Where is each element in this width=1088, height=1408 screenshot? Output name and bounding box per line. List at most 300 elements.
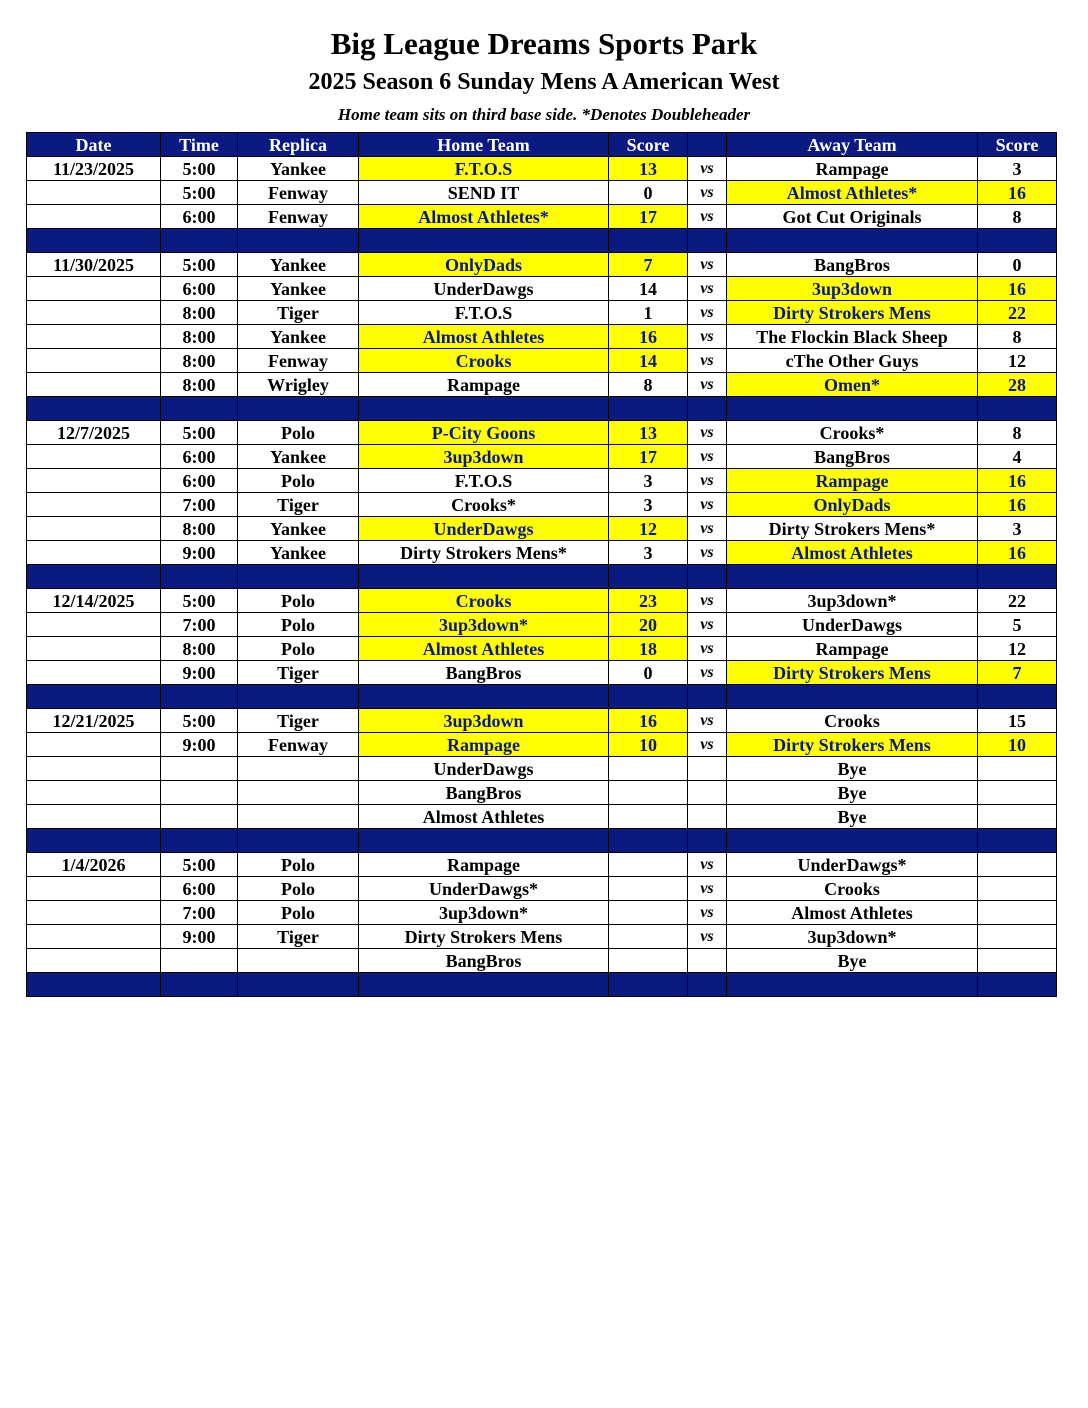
replica-cell: [238, 805, 359, 829]
separator-cell: [688, 397, 727, 421]
replica-cell: Polo: [238, 589, 359, 613]
separator-cell: [27, 685, 161, 709]
separator-cell: [238, 397, 359, 421]
game-row: [27, 445, 1057, 469]
separator-cell: [359, 829, 609, 853]
away-team-cell: UnderDawgs: [727, 613, 978, 637]
vs-cell: [688, 757, 727, 781]
away-team-cell: Almost Athletes*: [727, 181, 978, 205]
away-team-cell: Bye: [727, 757, 978, 781]
separator-row: [27, 685, 1057, 709]
date-cell: [27, 181, 161, 205]
home-score-cell: 7: [609, 253, 688, 277]
page-title: Big League Dreams Sports Park: [330, 26, 758, 61]
away-team-cell: Crooks: [727, 877, 978, 901]
home-score-cell: [609, 877, 688, 901]
separator-cell: [238, 973, 359, 997]
home-score-cell: 3: [609, 541, 688, 565]
replica-cell: Polo: [238, 613, 359, 637]
time-cell: 5:00: [161, 253, 238, 277]
replica-cell: Polo: [238, 877, 359, 901]
separator-cell: [609, 829, 688, 853]
home-team-cell: F.T.O.S: [359, 301, 609, 325]
home-team-cell: 3up3down: [359, 445, 609, 469]
game-row: [27, 157, 1057, 181]
home-team-cell: BangBros: [359, 949, 609, 973]
date-cell: [27, 493, 161, 517]
home-team-cell: Crooks: [359, 349, 609, 373]
vs-cell: [688, 781, 727, 805]
time-cell: 8:00: [161, 517, 238, 541]
time-cell: 6:00: [161, 277, 238, 301]
time-cell: 5:00: [161, 181, 238, 205]
separator-cell: [27, 565, 161, 589]
date-cell: [27, 373, 161, 397]
game-row: [27, 325, 1057, 349]
home-team-cell: Crooks*: [359, 493, 609, 517]
vs-cell: vs: [688, 733, 727, 757]
home-team-cell: UnderDawgs: [359, 517, 609, 541]
replica-cell: Tiger: [238, 709, 359, 733]
game-row: [27, 925, 1057, 949]
separator-cell: [161, 973, 238, 997]
away-team-cell: BangBros: [727, 445, 978, 469]
away-score-cell: 16: [978, 493, 1057, 517]
vs-cell: vs: [688, 373, 727, 397]
vs-cell: vs: [688, 421, 727, 445]
time-cell: 8:00: [161, 349, 238, 373]
time-cell: 5:00: [161, 157, 238, 181]
date-cell: 12/14/2025: [27, 589, 161, 613]
time-cell: 5:00: [161, 853, 238, 877]
column-header-away-score: Score: [978, 133, 1057, 157]
date-cell: [27, 733, 161, 757]
game-row: [27, 181, 1057, 205]
game-row: [27, 541, 1057, 565]
away-score-cell: [978, 757, 1057, 781]
separator-cell: [688, 565, 727, 589]
time-cell: 6:00: [161, 445, 238, 469]
away-team-cell: Dirty Strokers Mens: [727, 733, 978, 757]
away-team-cell: Crooks: [727, 709, 978, 733]
replica-cell: Wrigley: [238, 373, 359, 397]
home-team-cell: F.T.O.S: [359, 469, 609, 493]
time-cell: 6:00: [161, 877, 238, 901]
away-score-cell: [978, 781, 1057, 805]
away-score-cell: [978, 901, 1057, 925]
date-cell: [27, 877, 161, 901]
away-score-cell: 3: [978, 157, 1057, 181]
replica-cell: Yankee: [238, 253, 359, 277]
schedule-note: Home team sits on third base side. *Denotes Doubleheader: [337, 105, 751, 124]
replica-cell: Yankee: [238, 445, 359, 469]
home-team-cell: Dirty Strokers Mens: [359, 925, 609, 949]
date-cell: [27, 469, 161, 493]
separator-cell: [161, 829, 238, 853]
away-score-cell: 5: [978, 613, 1057, 637]
away-score-cell: [978, 805, 1057, 829]
time-cell: 5:00: [161, 421, 238, 445]
away-score-cell: [978, 853, 1057, 877]
separator-cell: [609, 397, 688, 421]
away-score-cell: 8: [978, 421, 1057, 445]
home-score-cell: 0: [609, 661, 688, 685]
separator-cell: [688, 229, 727, 253]
date-cell: [27, 637, 161, 661]
separator-cell: [609, 685, 688, 709]
separator-cell: [978, 685, 1057, 709]
time-cell: 5:00: [161, 589, 238, 613]
home-team-cell: 3up3down: [359, 709, 609, 733]
vs-cell: vs: [688, 157, 727, 181]
separator-cell: [978, 565, 1057, 589]
time-cell: 9:00: [161, 661, 238, 685]
replica-cell: Yankee: [238, 325, 359, 349]
home-score-cell: 1: [609, 301, 688, 325]
game-row: [27, 901, 1057, 925]
vs-cell: [688, 805, 727, 829]
replica-cell: Tiger: [238, 661, 359, 685]
separator-cell: [161, 565, 238, 589]
vs-cell: vs: [688, 877, 727, 901]
date-cell: 11/23/2025: [27, 157, 161, 181]
home-score-cell: 23: [609, 589, 688, 613]
game-row: [27, 253, 1057, 277]
away-team-cell: Almost Athletes: [727, 541, 978, 565]
time-cell: [161, 781, 238, 805]
separator-cell: [359, 973, 609, 997]
column-header-away-team: Away Team: [727, 133, 978, 157]
vs-cell: vs: [688, 349, 727, 373]
home-team-cell: Almost Athletes: [359, 805, 609, 829]
home-team-cell: Rampage: [359, 373, 609, 397]
schedule-body: [27, 157, 1057, 997]
away-score-cell: [978, 949, 1057, 973]
home-score-cell: 8: [609, 373, 688, 397]
game-row: [27, 757, 1057, 781]
vs-cell: vs: [688, 277, 727, 301]
away-score-cell: 7: [978, 661, 1057, 685]
away-score-cell: 3: [978, 517, 1057, 541]
home-score-cell: [609, 781, 688, 805]
separator-cell: [688, 973, 727, 997]
home-score-cell: 17: [609, 445, 688, 469]
game-row: [27, 493, 1057, 517]
separator-cell: [688, 685, 727, 709]
away-team-cell: Dirty Strokers Mens: [727, 301, 978, 325]
replica-cell: Polo: [238, 421, 359, 445]
replica-cell: Yankee: [238, 157, 359, 181]
replica-cell: Polo: [238, 901, 359, 925]
vs-cell: vs: [688, 253, 727, 277]
separator-cell: [978, 829, 1057, 853]
date-cell: [27, 349, 161, 373]
separator-cell: [727, 565, 978, 589]
home-score-cell: 10: [609, 733, 688, 757]
column-header-replica: Replica: [238, 133, 359, 157]
time-cell: 9:00: [161, 733, 238, 757]
away-team-cell: 3up3down: [727, 277, 978, 301]
home-score-cell: 20: [609, 613, 688, 637]
replica-cell: Yankee: [238, 541, 359, 565]
away-team-cell: OnlyDads: [727, 493, 978, 517]
away-team-cell: Got Cut Originals: [727, 205, 978, 229]
vs-cell: vs: [688, 541, 727, 565]
home-team-cell: P-City Goons: [359, 421, 609, 445]
home-score-cell: [609, 901, 688, 925]
separator-cell: [609, 565, 688, 589]
replica-cell: Polo: [238, 469, 359, 493]
separator-cell: [609, 229, 688, 253]
game-row: [27, 277, 1057, 301]
date-cell: [27, 757, 161, 781]
home-score-cell: 16: [609, 325, 688, 349]
away-score-cell: 0: [978, 253, 1057, 277]
time-cell: 9:00: [161, 541, 238, 565]
separator-cell: [161, 397, 238, 421]
game-row: [27, 349, 1057, 373]
vs-cell: vs: [688, 613, 727, 637]
away-team-cell: The Flockin Black Sheep: [727, 325, 978, 349]
game-row: [27, 733, 1057, 757]
date-cell: [27, 325, 161, 349]
away-score-cell: 28: [978, 373, 1057, 397]
column-header-home-score: Score: [609, 133, 688, 157]
replica-cell: Tiger: [238, 301, 359, 325]
time-cell: 8:00: [161, 637, 238, 661]
header-row: [27, 133, 1057, 157]
separator-cell: [161, 685, 238, 709]
home-team-cell: 3up3down*: [359, 613, 609, 637]
game-row: [27, 781, 1057, 805]
home-team-cell: UnderDawgs*: [359, 877, 609, 901]
replica-cell: [238, 757, 359, 781]
separator-cell: [161, 229, 238, 253]
time-cell: 6:00: [161, 469, 238, 493]
date-cell: [27, 805, 161, 829]
separator-cell: [27, 397, 161, 421]
away-team-cell: UnderDawgs*: [727, 853, 978, 877]
home-team-cell: OnlyDads: [359, 253, 609, 277]
replica-cell: [238, 949, 359, 973]
separator-cell: [27, 973, 161, 997]
home-score-cell: 3: [609, 493, 688, 517]
vs-cell: vs: [688, 205, 727, 229]
away-team-cell: Crooks*: [727, 421, 978, 445]
vs-cell: vs: [688, 301, 727, 325]
separator-cell: [238, 685, 359, 709]
separator-cell: [688, 829, 727, 853]
home-team-cell: Crooks: [359, 589, 609, 613]
home-team-cell: Almost Athletes: [359, 325, 609, 349]
away-score-cell: [978, 877, 1057, 901]
home-score-cell: [609, 757, 688, 781]
away-score-cell: 15: [978, 709, 1057, 733]
separator-cell: [238, 565, 359, 589]
away-team-cell: 3up3down*: [727, 589, 978, 613]
time-cell: 7:00: [161, 613, 238, 637]
away-team-cell: Bye: [727, 805, 978, 829]
away-team-cell: cThe Other Guys: [727, 349, 978, 373]
home-team-cell: Rampage: [359, 853, 609, 877]
game-row: [27, 853, 1057, 877]
vs-cell: vs: [688, 469, 727, 493]
home-score-cell: 13: [609, 421, 688, 445]
replica-cell: Fenway: [238, 733, 359, 757]
home-team-cell: F.T.O.S: [359, 157, 609, 181]
replica-cell: Polo: [238, 853, 359, 877]
away-score-cell: 8: [978, 205, 1057, 229]
home-score-cell: [609, 805, 688, 829]
separator-cell: [27, 229, 161, 253]
separator-cell: [978, 973, 1057, 997]
vs-cell: vs: [688, 517, 727, 541]
home-score-cell: 17: [609, 205, 688, 229]
separator-row: [27, 397, 1057, 421]
separator-cell: [27, 829, 161, 853]
separator-row: [27, 229, 1057, 253]
home-score-cell: 18: [609, 637, 688, 661]
away-team-cell: Bye: [727, 949, 978, 973]
replica-cell: Tiger: [238, 925, 359, 949]
home-team-cell: Dirty Strokers Mens*: [359, 541, 609, 565]
time-cell: [161, 805, 238, 829]
date-cell: [27, 781, 161, 805]
time-cell: 9:00: [161, 925, 238, 949]
home-team-cell: SEND IT: [359, 181, 609, 205]
home-score-cell: [609, 853, 688, 877]
away-team-cell: Rampage: [727, 469, 978, 493]
away-score-cell: 4: [978, 445, 1057, 469]
separator-cell: [359, 229, 609, 253]
date-cell: 11/30/2025: [27, 253, 161, 277]
replica-cell: Fenway: [238, 181, 359, 205]
separator-row: [27, 973, 1057, 997]
away-score-cell: 12: [978, 349, 1057, 373]
date-cell: [27, 445, 161, 469]
game-row: [27, 517, 1057, 541]
home-score-cell: [609, 925, 688, 949]
replica-cell: Yankee: [238, 277, 359, 301]
vs-cell: vs: [688, 493, 727, 517]
game-row: [27, 805, 1057, 829]
away-team-cell: 3up3down*: [727, 925, 978, 949]
away-score-cell: 10: [978, 733, 1057, 757]
date-cell: 12/7/2025: [27, 421, 161, 445]
away-score-cell: 16: [978, 469, 1057, 493]
date-cell: [27, 613, 161, 637]
away-score-cell: 16: [978, 541, 1057, 565]
away-team-cell: Dirty Strokers Mens*: [727, 517, 978, 541]
away-score-cell: 8: [978, 325, 1057, 349]
date-cell: 1/4/2026: [27, 853, 161, 877]
home-team-cell: Almost Athletes: [359, 637, 609, 661]
game-row: [27, 877, 1057, 901]
time-cell: 5:00: [161, 709, 238, 733]
replica-cell: Polo: [238, 637, 359, 661]
column-header-vs: [688, 133, 727, 157]
vs-cell: vs: [688, 589, 727, 613]
separator-cell: [727, 229, 978, 253]
away-team-cell: Rampage: [727, 637, 978, 661]
date-cell: [27, 205, 161, 229]
home-score-cell: 12: [609, 517, 688, 541]
home-score-cell: 14: [609, 277, 688, 301]
home-team-cell: BangBros: [359, 661, 609, 685]
away-score-cell: 22: [978, 589, 1057, 613]
replica-cell: Fenway: [238, 205, 359, 229]
home-score-cell: 13: [609, 157, 688, 181]
home-score-cell: 16: [609, 709, 688, 733]
home-team-cell: UnderDawgs: [359, 757, 609, 781]
game-row: [27, 421, 1057, 445]
separator-cell: [238, 829, 359, 853]
separator-cell: [727, 973, 978, 997]
game-row: [27, 589, 1057, 613]
away-team-cell: Dirty Strokers Mens: [727, 661, 978, 685]
vs-cell: vs: [688, 853, 727, 877]
away-team-cell: BangBros: [727, 253, 978, 277]
game-row: [27, 373, 1057, 397]
time-cell: 8:00: [161, 301, 238, 325]
vs-cell: vs: [688, 901, 727, 925]
schedule-table: [26, 132, 1057, 997]
away-team-cell: Bye: [727, 781, 978, 805]
vs-cell: vs: [688, 445, 727, 469]
separator-row: [27, 565, 1057, 589]
game-row: [27, 469, 1057, 493]
page-subtitle: 2025 Season 6 Sunday Mens A American West: [308, 69, 780, 95]
date-cell: 12/21/2025: [27, 709, 161, 733]
replica-cell: Fenway: [238, 349, 359, 373]
time-cell: 8:00: [161, 325, 238, 349]
separator-cell: [978, 397, 1057, 421]
home-team-cell: UnderDawgs: [359, 277, 609, 301]
away-team-cell: Omen*: [727, 373, 978, 397]
replica-cell: Tiger: [238, 493, 359, 517]
game-row: [27, 949, 1057, 973]
time-cell: 7:00: [161, 493, 238, 517]
separator-cell: [727, 685, 978, 709]
time-cell: [161, 757, 238, 781]
home-score-cell: [609, 949, 688, 973]
separator-cell: [727, 397, 978, 421]
separator-cell: [359, 685, 609, 709]
separator-cell: [238, 229, 359, 253]
vs-cell: vs: [688, 325, 727, 349]
away-score-cell: 16: [978, 277, 1057, 301]
date-cell: [27, 901, 161, 925]
game-row: [27, 637, 1057, 661]
date-cell: [27, 661, 161, 685]
date-cell: [27, 949, 161, 973]
home-score-cell: 0: [609, 181, 688, 205]
home-team-cell: 3up3down*: [359, 901, 609, 925]
time-cell: 6:00: [161, 205, 238, 229]
column-header-time: Time: [161, 133, 238, 157]
game-row: [27, 613, 1057, 637]
replica-cell: [238, 781, 359, 805]
date-cell: [27, 925, 161, 949]
away-score-cell: 22: [978, 301, 1057, 325]
home-team-cell: Almost Athletes*: [359, 205, 609, 229]
vs-cell: vs: [688, 709, 727, 733]
home-team-cell: Rampage: [359, 733, 609, 757]
separator-cell: [359, 397, 609, 421]
away-score-cell: 16: [978, 181, 1057, 205]
date-cell: [27, 517, 161, 541]
separator-cell: [727, 829, 978, 853]
